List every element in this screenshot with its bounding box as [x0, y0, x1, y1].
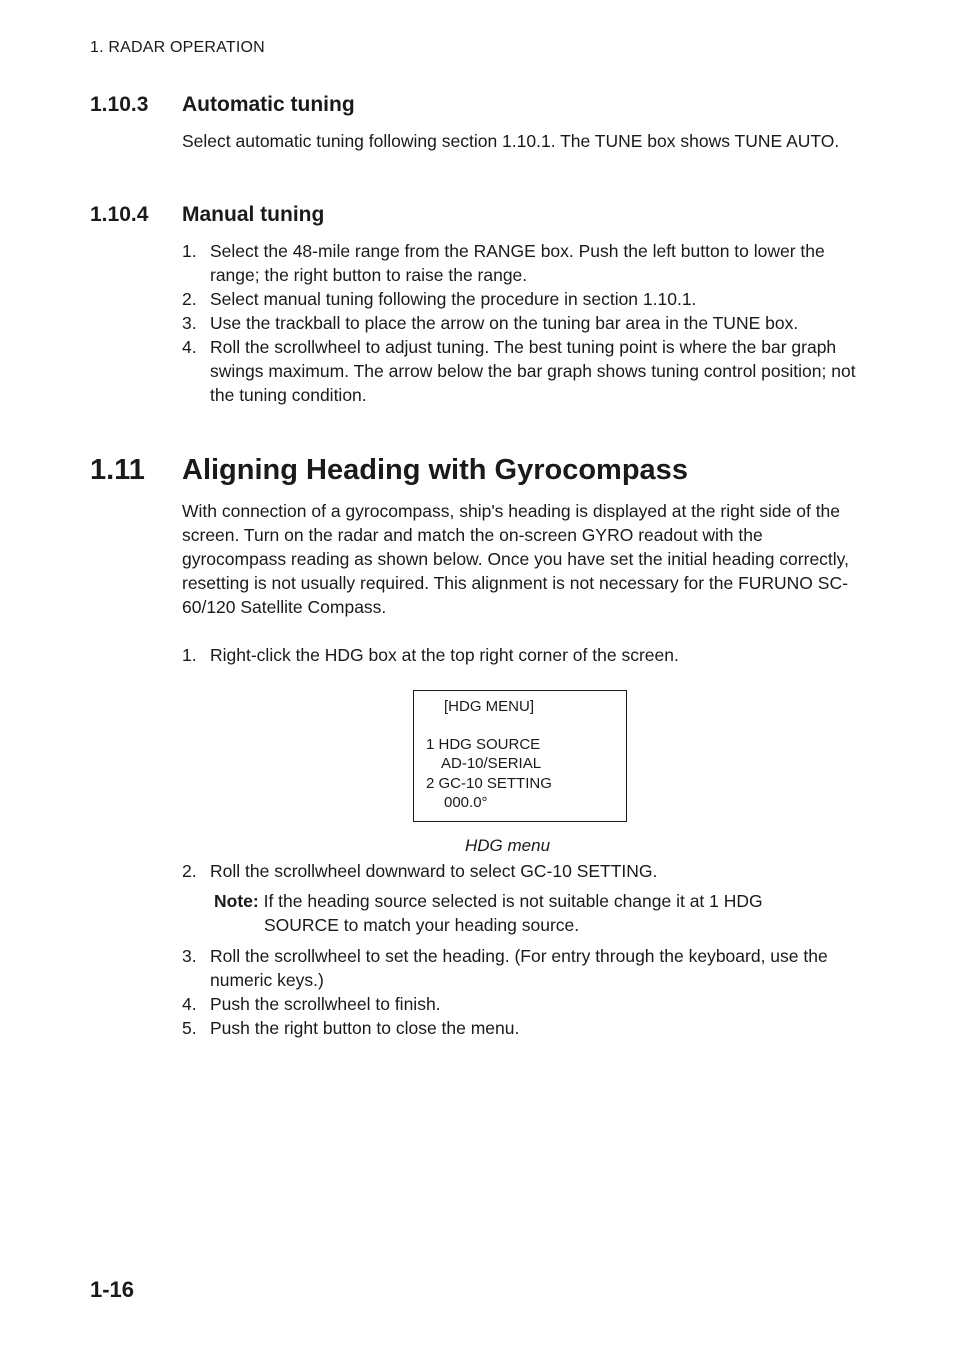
section-number: 1.10.3 [90, 93, 149, 116]
section-number: 1.11 [90, 454, 145, 486]
page-number: 1-16 [90, 1277, 135, 1302]
automatic-tuning-text: Select automatic tuning following section 1.10.1. The TUNE box shows TUNE AUTO. [182, 131, 840, 151]
section-heading-1-10-4 [90, 203, 590, 229]
menu-item-hdg-source: 1 HDG SOURCE [426, 736, 541, 753]
gyro-step-1 [182, 643, 862, 667]
menu-value-hdg-source: AD-10/SERIAL [441, 755, 542, 772]
list-item: 3. Roll the scrollwheel to set the heading. (For entry through the keyboard, use the numeric keys.) [182, 946, 828, 990]
gyro-steps-3-5 [182, 944, 862, 1040]
manual-tuning-steps [182, 239, 862, 407]
section-heading-1-10-3 [90, 93, 590, 119]
list-item: 1. Right-click the HDG box at the top right corner of the screen. [182, 645, 679, 665]
section-title: Automatic tuning [182, 93, 355, 116]
running-header: 1. RADAR OPERATION [90, 39, 265, 56]
list-item: 4. Roll the scrollwheel to adjust tuning. The best tuning point is where the bar graph swings maximum. The arrow below the bar graph shows tuning control position; not the tuning condition. [182, 337, 856, 405]
gyrocompass-intro-text: With connection of a gyrocompass, ship's heading is displayed at the right side of the screen. Turn on the radar and match the on-screen GYRO readout with the gyrocompass reading as shown below. Once you have set the initial heading correctly, resetting is not usually required. This alignment is not necessary for the FURUNO SC-60/120 Satellite Compass. [182, 501, 849, 617]
hdg-menu-figure [413, 690, 627, 822]
section-number: 1.10.4 [90, 203, 149, 226]
gyro-step-2 [182, 859, 862, 883]
note-text-line1: If the heading source selected is not suitable change it at 1 HDG [263, 891, 763, 911]
section-heading-1-11 [90, 454, 790, 490]
menu-title: [HDG MENU] [444, 698, 534, 715]
figure-caption: HDG menu [465, 836, 551, 855]
menu-item-gc10-setting: 2 GC-10 SETTING [426, 775, 552, 792]
section-title: Manual tuning [182, 203, 325, 226]
menu-value-gc10-setting: 000.0° [444, 794, 488, 811]
list-item: 1. Select the 48-mile range from the RANGE box. Push the left button to lower the range; the right button to raise the range. [182, 241, 825, 285]
note-block [214, 889, 854, 937]
section-title: Aligning Heading with Gyrocompass [182, 454, 688, 486]
note-text-line2: SOURCE to match your heading source. [264, 915, 580, 935]
list-item: 2. Select manual tuning following the procedure in section 1.10.1. [182, 289, 697, 309]
list-item: 3. Use the trackball to place the arrow on the tuning bar area in the TUNE box. [182, 313, 799, 333]
list-item: 2. Roll the scrollwheel downward to select GC-10 SETTING. [182, 861, 658, 881]
note-label: Note: [214, 891, 259, 911]
list-item: 4. Push the scrollwheel to finish. [182, 994, 441, 1014]
list-item: 5. Push the right button to close the menu. [182, 1018, 520, 1038]
